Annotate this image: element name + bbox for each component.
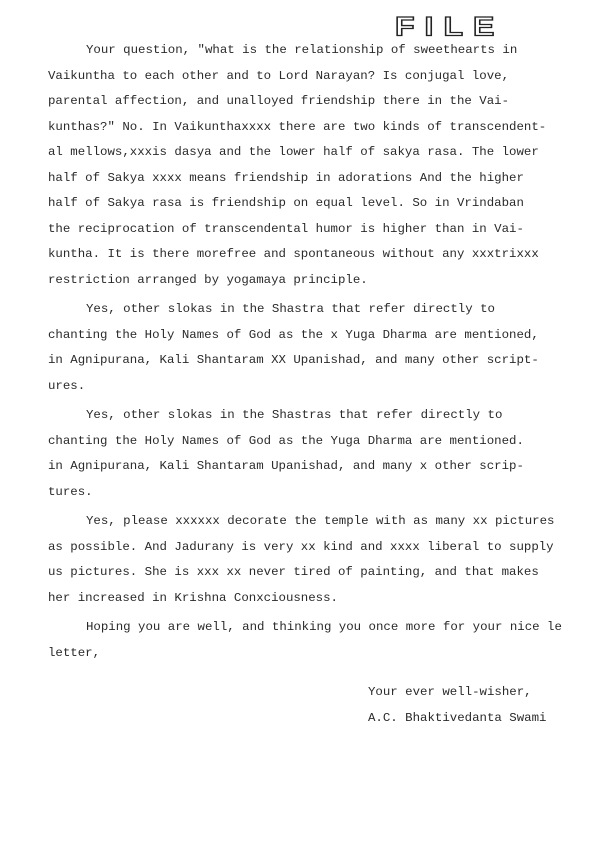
closing-line: Your ever well-wisher,: [368, 685, 532, 699]
paragraph: [48, 297, 588, 399]
file-stamp: FILE: [395, 10, 505, 42]
paragraph: [48, 615, 588, 666]
text-line: al mellows,xxxis dasya and the lower half of sakya rasa. The lower: [48, 145, 539, 159]
text-line: Yes, please xxxxxx decorate the temple with as many xx pictures: [86, 514, 555, 528]
text-line: kunthas?" No. In Vaikunthaxxxx there are two kinds of transcendent-: [48, 119, 547, 134]
paragraph: [48, 509, 588, 611]
text-line: in Agnipurana, Kali Shantaram Upanishad, and many x other scrip-: [48, 459, 524, 473]
text-line: half of Sakya rasa is friendship on equal level. So in Vrindaban: [48, 196, 524, 210]
text-line: in Agnipurana, Kali Shantaram XX Upanishad, and many other script-: [48, 353, 539, 367]
text-line: chanting the Holy Names of God as the x Yuga Dharma are mentioned,: [48, 327, 539, 342]
text-line: parental affection, and unalloyed friendship there in the Vai-: [48, 94, 510, 108]
text-line: Vaikuntha to each other and to Lord Narayan? Is conjugal love,: [48, 68, 510, 83]
text-line: kuntha. It is there morefree and spontaneous without any xxxtrixxx: [48, 247, 539, 261]
text-line: Yes, other slokas in the Shastra that refer directly to: [86, 302, 495, 316]
letter-body: [48, 38, 588, 731]
text-line: tures.: [48, 484, 93, 499]
text-line: restriction arranged by yogamaya principle.: [48, 272, 368, 287]
text-line: half of Sakya xxxx means friendship in adorations And the higher: [48, 170, 524, 185]
text-line: Hoping you are well, and thinking you once more for your nice le: [86, 620, 562, 634]
signature: A.C. Bhaktivedanta Swami: [368, 710, 547, 725]
text-line: chanting the Holy Names of God as the Yuga Dharma are mentioned.: [48, 433, 524, 448]
text-line: her increased in Krishna Conxciousness.: [48, 590, 338, 605]
text-line: ures.: [48, 378, 86, 393]
paragraph: [48, 38, 588, 293]
text-line: letter,: [48, 645, 101, 660]
text-line: the reciprocation of transcendental humor is higher than in Vai-: [48, 221, 524, 236]
text-line: us pictures. She is xxx xx never tired of painting, and that makes: [48, 565, 539, 579]
text-line: Your question, "what is the relationship of sweethearts in: [86, 43, 518, 57]
text-line: Yes, other slokas in the Shastras that refer directly to: [86, 408, 503, 422]
text-line: as possible. And Jadurany is very xx kind and xxxx liberal to supply: [48, 539, 554, 554]
paragraph: [48, 403, 588, 505]
